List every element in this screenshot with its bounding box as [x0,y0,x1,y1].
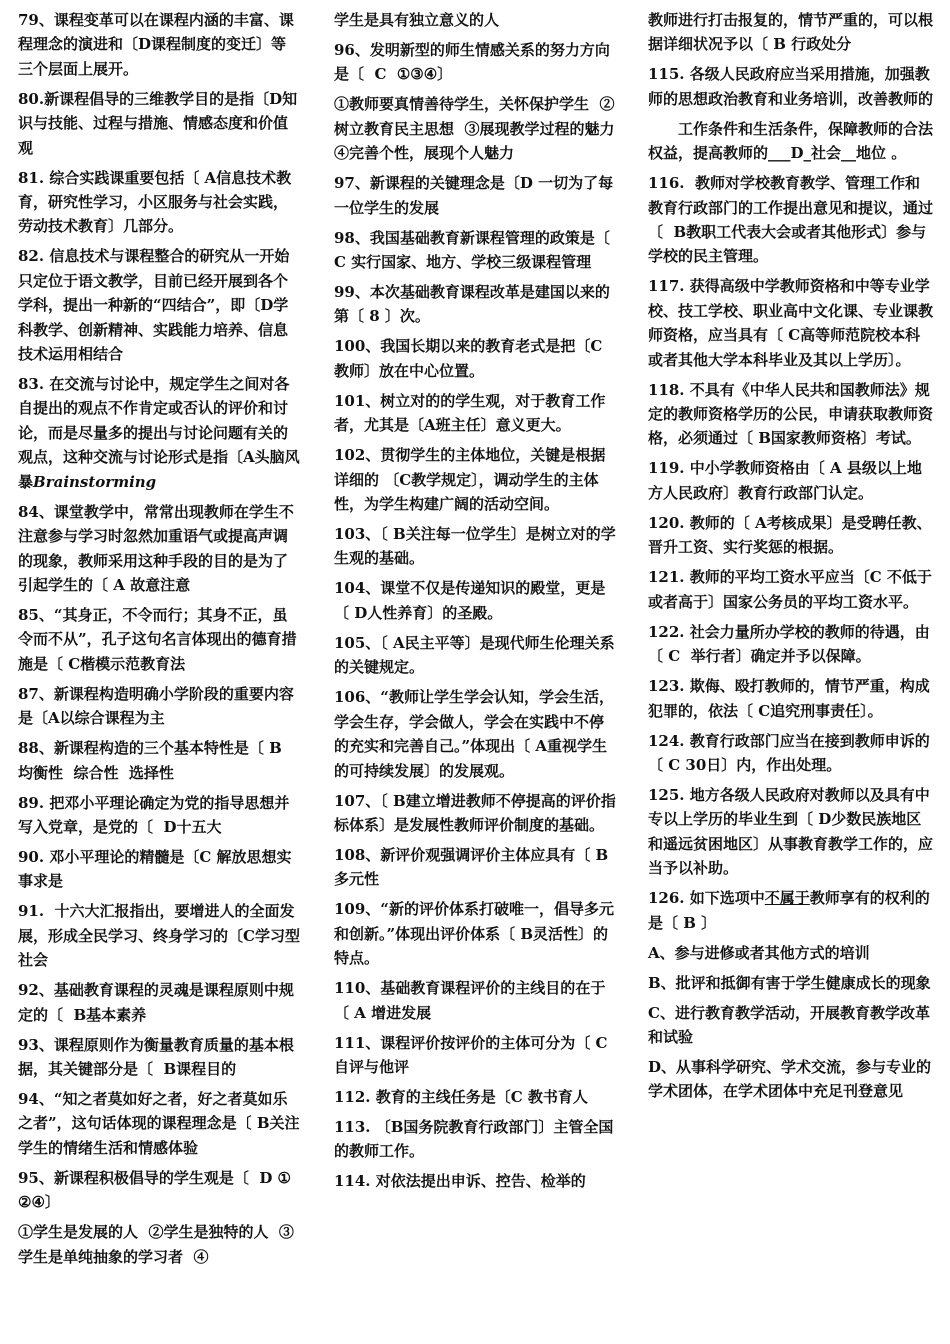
paragraph-text: 94、“知之者莫如好之者，好之者莫如乐之者”，这句话体现的课程理念是〔 B关注学生的情绪生活和情感体验 [18,1089,300,1157]
text-paragraph [648,1055,934,1104]
text-paragraph [334,897,616,970]
paragraph-text: C、进行教育教学活动，开展教育教学改革和试验 [648,1003,930,1046]
paragraph-text: 工作条件和生活条件，保障教师的合法权益，提高教师的___D_社会__地位 。 [648,119,934,163]
text-paragraph [334,334,616,383]
text-paragraph [648,941,934,965]
text-paragraph [648,171,934,269]
paragraph-text: 101、树立对的的学生观，对于教育工作者，尤其是〔A班主任〕意义更大。 [334,391,606,435]
paragraph-text: 99、本次基础教育课程改革是建国以来的第〔 8 〕次。 [334,283,610,326]
text-paragraph [648,729,934,778]
text-paragraph [18,1220,300,1269]
paragraph-text: 113. 〔B国务院教育行政部门〕主管全国的教师工作。 [334,1117,614,1161]
paragraph-text: 80.新课程倡导的三维教学目的是指〔D知识与技能、过程与措施、情感态度和价值观 [18,89,298,157]
text-paragraph [18,500,300,598]
text-paragraph [648,117,934,166]
text-paragraph [334,171,616,220]
text-paragraph [334,1169,616,1193]
text-paragraph [648,511,934,560]
text-paragraph [648,565,934,614]
text-paragraph [18,244,300,366]
text-paragraph [334,1031,616,1080]
text-paragraph [648,1001,934,1050]
text-paragraph [648,620,934,669]
paragraph-text: 108、新评价观强调评价主体应具有〔 B 多元性 [334,845,614,889]
paragraph-text: 123. 欺侮、殴打教师的，情节严重，构成犯罪的，依法〔 C追究刑事责任〕。 [648,677,930,720]
paragraph-text: 87、新课程构造明确小学阶段的重要内容是〔A以综合课程为主 [18,684,294,728]
paragraph-text: 79、课程变革可以在课程内涵的丰富、课程理念的演进和〔D课程制度的变迁〕等三个层面上展开。 [18,11,294,78]
text-paragraph [648,783,934,881]
paragraph-text: 82. 信息技术与课程整合的研究从一开始只定位于语文教学，目前已经开展到各个学科，提出一种新的“四结合”，即〔D学科教学、创新精神、实践能力培养、信息技术运用相结合 [18,247,290,364]
paragraph-text: 95、新课程积极倡导的学生观是〔 D ①②④〕 [18,1168,291,1212]
text-paragraph [648,274,934,372]
text-paragraph [334,685,616,783]
paragraph-text: 110、基础教育课程评价的主线目的在于〔 A 增进发展 [334,979,606,1022]
paragraph-text: 85、“其身正，不令而行；其身不正，虽令而不从”，孔子这句名言体现出的德育措施是〔 C楷模示范教育法 [18,605,297,673]
paragraph-text: 114. 对依法提出申诉、控告、检举的 [334,1172,586,1191]
paragraph-text: A、参与进修或者其他方式的培训 [648,943,870,962]
text-paragraph [334,443,616,516]
text-paragraph [334,631,616,680]
paragraph-text: 121. 教师的平均工资水平应当〔C 不低于或者高于〕国家公务员的平均工资水平。 [648,568,932,611]
paragraph-text: 111、课程评价按评价的主体可分为〔 C 自评与他评 [334,1033,613,1076]
paragraph-text: 84、课堂教学中，常常出现教师在学生不注意参与学习时忽然加重语气或提高声调的现象，教师采用这种手段的目的是为了引起学生的〔 A 故意注意 [18,502,294,594]
paragraph-text: 教师进行打击报复的，情节严重的，可以根据详细状况予以〔 B 行政处分 [648,11,934,54]
paragraph-text: 116. 教师对学校教育教学、管理工作和教育行政部门的工作提出意见和提议，通过〔 B教职工代表大会或者其他形式〕参与学校的民主管理。 [648,174,934,266]
paragraph-text: B、批评和抵御有害于学生健康成长的现象 [648,973,931,992]
paragraph-text: 125. 地方各级人民政府对教师以及具有中专以上学历的毕业生到〔 D少数民族地区和遥远贫困地区〕从事教育教学工作的，应当予以补助。 [648,785,934,878]
paragraph-text: 92、基础教育课程的灵魂是课程原则中规定的〔 B基本素养 [18,981,294,1024]
paragraph-text: 教师享有的权利的是〔 B 〕 [648,889,930,932]
text-paragraph [334,576,616,625]
paragraph-text: 98、我国基础教育新课程管理的政策是〔 C 实行国家、地方、学校三级课程管理 [334,228,616,272]
text-paragraph [18,1033,300,1082]
column-middle [334,8,625,1199]
paragraph-text: 104、课堂不仅是传递知识的殿堂，更是〔 D人性养育〕的圣殿。 [334,579,606,622]
text-paragraph [648,674,934,723]
paragraph-text: 126. 如下选项中 [648,889,765,908]
text-paragraph [18,166,300,239]
paragraph-text: 100、我国长期以来的教育老式是把〔C教师〕放在中心位置。 [334,337,603,380]
paragraph-text: 81. 综合实践课重要包括〔 A信息技术教育，研究性学习，小区服务与社会实践，劳动技术教育〕几部分。 [18,168,292,236]
paragraph-text: 91. 十六大汇报指出，要增进人的全面发展，形成全民学习、终身学习的〔C学习型社会 [18,902,300,970]
paragraph-text: ①教师要真情善待学生，关怀保护学生 ②树立教育民主思想 ③展现教学过程的魅力 ④完善个性，展现个人魅力 [334,95,625,163]
text-paragraph [334,976,616,1025]
text-paragraph [18,899,300,972]
paragraph-text: 118. 不具有《中华人民共和国教师法》规定的教师资格学历的公民，申请获取教师资格，必须通过〔 B国家教师资格〕考试。 [648,380,934,448]
paragraph-text: 109、“新的评价体系打破唯一，倡导多元和创新。”体现出评价体系〔 B灵活性〕的特点。 [334,900,614,968]
text-paragraph [334,1115,616,1164]
paragraph-text: 96、发明新型的师生情感关系的努力方向是〔 C ①③④〕 [334,41,610,84]
paragraph-text: 124. 教育行政部门应当在接到教师申诉的〔 C 30日〕内，作出处理。 [648,731,930,774]
paragraph-text: 学生是具有独立意义的人 [334,11,500,29]
column-right [648,8,934,1109]
paragraph-text: 122. 社会力量所办学校的教师的待遇，由〔 C 举行者〕确定并予以保障。 [648,622,930,666]
paragraph-text: 97、新课程的关键理念是〔D 一切为了每一位学生的发展 [334,174,614,217]
text-paragraph [334,280,616,329]
text-paragraph [18,682,300,731]
paragraph-text: 120. 教师的〔 A考核成果〕是受聘任教、晋升工资、实行奖惩的根据。 [648,513,932,557]
text-paragraph [334,8,616,32]
text-paragraph [334,389,616,438]
text-paragraph [18,791,300,840]
text-paragraph [18,1087,300,1160]
text-paragraph [334,843,616,892]
text-paragraph [18,1166,300,1215]
italic-term: Brainstorming [33,472,157,491]
paragraph-text: 105、〔 A民主平等〕是现代师生伦理关系的关键规定。 [334,633,615,677]
text-paragraph [648,886,934,935]
text-paragraph [648,456,934,505]
text-paragraph [648,971,934,995]
paragraph-text: 83. 在交流与讨论中，规定学生之间对各自提出的观点不作肯定或否认的评价和讨论，而是尽量多的提出与讨论问题有关的观点，这种交流与讨论形式是指〔A头脑风暴 [18,375,300,491]
paragraph-text: ①学生是发展的人 ②学生是独特的人 ③学生是单纯抽象的学习者 ④ [18,1223,294,1266]
text-paragraph [18,87,300,160]
column-left [18,8,300,1275]
paragraph-text: 106、“教师让学生学会认知，学会生活，学会生存，学会做人，学会在实践中不停的充实和完善自己。”体现出〔 A重视学生的可持续发展〕的发展观。 [334,688,614,780]
text-paragraph [18,736,300,785]
text-paragraph [18,8,300,81]
text-paragraph [648,378,934,451]
text-paragraph [18,845,300,894]
text-paragraph [334,522,616,571]
paragraph-text: D、从事科学研究、学术交流，参与专业的学术团体，在学术团体中充足刊登意见 [648,1057,932,1101]
paragraph-text: 119. 中小学教师资格由〔 A 县级以上地方人民政府〕教育行政部门认定。 [648,459,922,502]
underlined-text: 不属于 [764,889,810,908]
text-paragraph [334,38,616,87]
text-paragraph [334,226,616,275]
text-paragraph [18,372,300,494]
paragraph-text: 107、〔 B建立增进教师不停提高的评价指标体系〕是发展性教师评价制度的基础。 [334,791,616,834]
paragraph-text: 102、贯彻学生的主体地位，关键是根据详细的 〔C教学规定〕，调动学生的主体性，为学生构建广阔的活动空间。 [334,446,606,514]
text-paragraph [648,62,934,111]
paragraph-text: 90. 邓小平理论的精髓是〔C 解放思想实事求是 [18,847,292,891]
paragraph-text: 93、课程原则作为衡量教育质量的基本根据，其关键部分是〔 B课程目的 [18,1035,294,1078]
paragraph-text: 103、〔 B关注每一位学生〕是树立对的学生观的基础。 [334,525,616,568]
paragraph-text: 112. 教育的主线任务是〔C 教书育人 [334,1087,588,1106]
text-paragraph [18,603,300,676]
text-paragraph [18,978,300,1027]
text-paragraph [334,92,625,165]
paragraph-text: 117. 获得高级中学教师资格和中等专业学校、技工学校、职业高中文化课、专业课教师资格，应当具有〔 C高等师范院校本科或者其他大学本科毕业及其以上学历〕。 [648,277,934,369]
text-paragraph [334,789,616,838]
text-paragraph [334,1085,616,1109]
paragraph-text: 89. 把邓小平理论确定为党的指导思想并写入党章，是党的〔 D十五大 [18,793,290,836]
paragraph-text: 88、新课程构造的三个基本特性是〔 B 均衡性 综合性 选择性 [18,739,288,782]
text-paragraph [648,8,934,57]
paragraph-text: 115. 各级人民政府应当采用措施，加强教师的思想政治教育和业务培训，改善教师的 [648,65,934,108]
